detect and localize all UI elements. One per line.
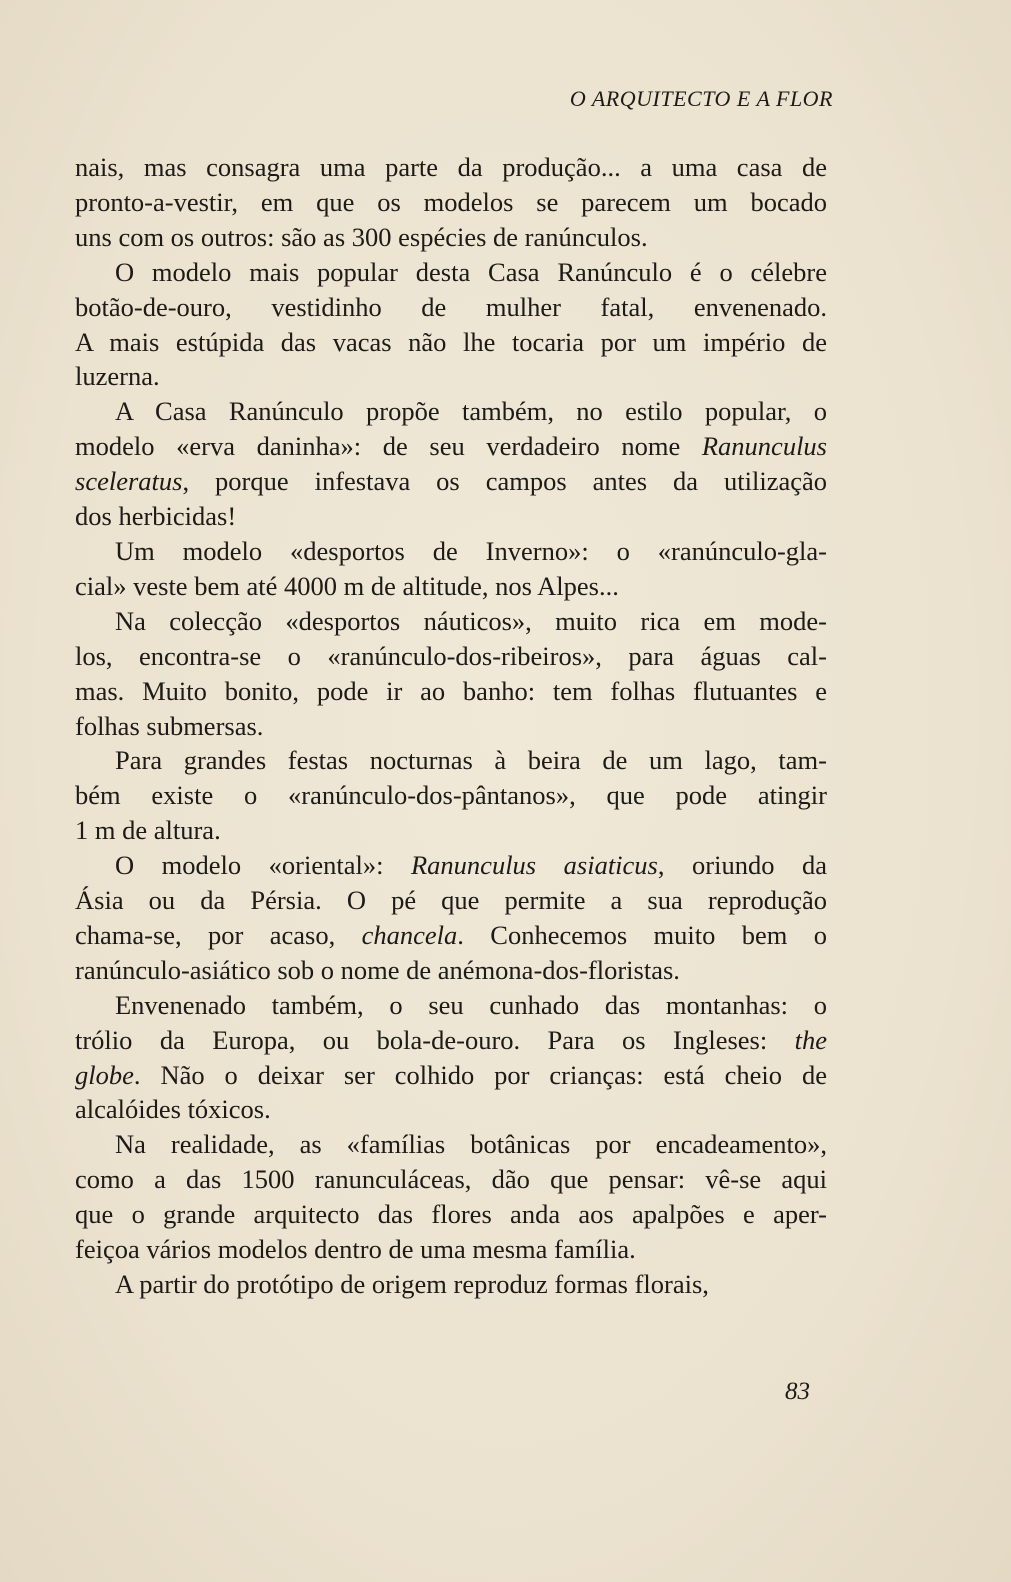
text-run: modelo «erva daninha»: de seu verdadeiro nome — [75, 431, 702, 462]
text-line: cial» veste bem até 4000 m de altitude, nos Alpes... — [75, 570, 619, 601]
page-number: 83 — [785, 1378, 810, 1405]
paragraph — [75, 534, 827, 604]
italic-term: the — [794, 1024, 827, 1055]
text-line: Na realidade, as «famílias botânicas por encadeamento», — [115, 1129, 827, 1160]
text-line: alcalóides tóxicos. — [75, 1094, 271, 1125]
running-head: O ARQUITECTO E A FLOR — [569, 86, 833, 111]
text-line: uns com os outros: são as 300 espécies de ranúnculos. — [75, 221, 648, 252]
text-line: A partir do protótipo de origem reproduz formas florais, — [115, 1269, 709, 1299]
text-line — [75, 1058, 827, 1093]
text-run: , porque infestava os campos antes da utilização — [182, 466, 827, 497]
paragraph — [75, 150, 827, 255]
text-line: que o grande arquitecto das flores anda aos apalpões e aper- — [75, 1199, 827, 1230]
text-line — [75, 429, 827, 464]
paragraph — [75, 848, 827, 988]
italic-term: globe — [75, 1059, 134, 1090]
text-line: botão-de-ouro, vestidinho de mulher fatal, envenenado. — [75, 291, 827, 322]
italic-term: chancela — [361, 919, 458, 950]
text-run: . Não o deixar ser colhido por crianças: está cheio de — [133, 1059, 827, 1090]
text-line: A Casa Ranúnculo propõe também, no estilo popular, o — [115, 396, 827, 427]
text-line — [75, 1023, 827, 1058]
text-line: pronto-a-vestir, em que os modelos se parecem um bocado — [75, 186, 827, 217]
paragraph — [75, 394, 827, 534]
text-line: Um modelo «desportos de Inverno»: o «ranúnculo-gla- — [115, 535, 827, 566]
paragraph — [75, 743, 827, 848]
text-line: folhas submersas. — [75, 710, 264, 741]
text-line: luzerna. — [75, 361, 160, 392]
text-line — [75, 464, 827, 499]
text-line: O modelo mais popular desta Casa Ranúnculo é o célebre — [115, 256, 827, 287]
text-run: , oriundo da — [657, 850, 827, 881]
text-line: como a das 1500 ranunculáceas, dão que pensar: vê-se aqui — [75, 1164, 827, 1195]
paragraph — [75, 1127, 827, 1267]
paragraph — [75, 1267, 827, 1302]
text-line: Para grandes festas nocturnas à beira de um lago, tam- — [115, 745, 827, 776]
text-line: Ásia ou da Pérsia. O pé que permite a sua reprodução — [75, 885, 827, 916]
text-line: mas. Muito bonito, pode ir ao banho: tem folhas flutuantes e — [75, 675, 827, 706]
text-line: 1 m de altura. — [75, 815, 221, 846]
text-line: bém existe o «ranúnculo-dos-pântanos», que pode atingir — [75, 780, 827, 811]
paragraph — [75, 604, 827, 744]
text-line: Na colecção «desportos náuticos», muito rica em mode- — [115, 605, 827, 636]
text-run: trólio da Europa, ou bola-de-ouro. Para os Ingleses: — [75, 1024, 795, 1055]
italic-term: Ranunculus asiaticus — [411, 850, 658, 881]
text-run: chama-se, por acaso, — [75, 919, 362, 950]
text-line — [75, 918, 827, 953]
text-line: nais, mas consagra uma parte da produção... a uma casa de — [75, 152, 827, 182]
text-line: los, encontra-se o «ranúnculo-dos-ribeiros», para águas cal- — [75, 640, 827, 671]
italic-term: sceleratus — [75, 466, 183, 497]
text-line: Envenenado também, o seu cunhado das montanhas: o — [115, 989, 827, 1020]
body-text — [75, 150, 827, 1302]
text-line — [75, 848, 827, 883]
text-line: A mais estúpida das vacas não lhe tocaria por um império de — [75, 326, 827, 357]
text-run: . Conhecemos muito bem o — [457, 919, 827, 950]
text-line: feiçoa vários modelos dentro de uma mesma família. — [75, 1234, 636, 1265]
text-line: dos herbicidas! — [75, 501, 237, 532]
paragraph — [75, 255, 827, 395]
text-line: ranúnculo-asiático sob o nome de anémona-dos-floristas. — [75, 954, 680, 985]
text-run: O modelo «oriental»: — [115, 850, 411, 881]
italic-term: Ranunculus — [701, 431, 827, 462]
paragraph — [75, 988, 827, 1128]
